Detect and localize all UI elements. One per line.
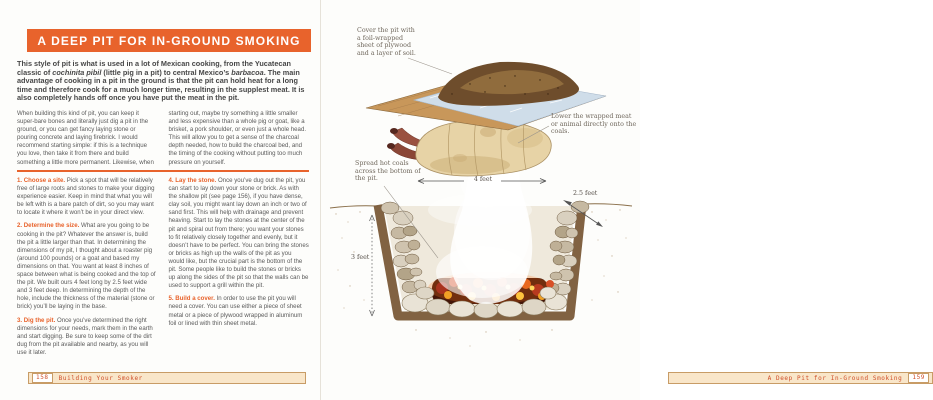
right-footer <box>668 372 933 384</box>
cover-label: Cover the pit with a foil-wrapped sheet of plywood and a layer of soil. <box>357 27 416 57</box>
steps-columns <box>17 177 309 362</box>
paragraph-building: When building this kind of pit, you can keep it super-bare bones and literally just dig a pit in the ground, or you can get fancy laying stone or pouring concrete and laying firebrick. I would recommend starting simple: if this is a technique you love, then take it from there and build something a little more permanent. Likewise, when <box>17 110 154 166</box>
page-spine-divider <box>320 0 321 400</box>
orange-divider <box>17 170 309 172</box>
steps-column-2 <box>169 177 310 362</box>
depth-measure-label: 2.5 feet <box>573 190 598 197</box>
intro-part3: . The main advantage of cooking in a pit in the ground is that the pit can hold heat for a long time and therefore cook for a much longer time, resulting in the supplest meat. It is also completely hands off once you have put the meat in the pit. <box>17 67 305 102</box>
right-page <box>320 0 925 400</box>
intro-italic-barbacoa: barbacoa <box>231 67 264 77</box>
step-1-label: 1. Choose a site. <box>17 177 66 184</box>
page-title <box>27 29 311 52</box>
intro-two-columns <box>17 110 309 172</box>
pit-illustration <box>320 0 640 400</box>
paragraph-starting-out: starting out, maybe try something a little smaller and less expensive than a whole pig or goat, like a brisket, a pork shoulder, or even just a whole head. This will allow you to get a sense of the charcoal depth needed, how to build the charcoal bed, and the timing of the cooking without putting too much pressure on yourself. <box>168 110 307 166</box>
step-5 <box>169 295 310 327</box>
left-page-number: 158 <box>32 373 53 383</box>
left-footer-section: Building Your Smoker <box>58 374 143 382</box>
step-4-label: 4. Lay the stone. <box>168 177 217 184</box>
intro-part1: This style of pit is what is used in a lot of Mexican cooking, from the Yucatecan classic of <box>17 59 291 77</box>
step-3-label: 3. Dig the pit. <box>17 316 56 324</box>
intro-italic-cochinita: cochinita pibil <box>52 67 102 77</box>
page-title-text: A DEEP PIT FOR IN-GROUND SMOKING <box>37 33 301 48</box>
step-2-label: 2. Determine the size. <box>17 222 80 230</box>
column-1 <box>17 110 158 172</box>
step-3-text: Once you’ve determined the right dimensions for your needs, mark them in the earth and start digging. Be sure to keep some of the dirt dug from the pit available and nearby, as you will use it later. <box>17 316 153 356</box>
step-5-text: In order to use the pit you will need a cover. You can use either a piece of sheet metal or a piece of plywood wrapped in aluminum foil or lined with thin sheet metal. <box>168 295 303 327</box>
meat-label: Lower the wrapped meat or animal directly onto the coals. <box>551 113 637 136</box>
step-1 <box>17 177 158 217</box>
right-footer-section: A Deep Pit for In-Ground Smoking <box>767 374 903 382</box>
column-2 <box>169 110 310 172</box>
height-measure-label: 3 feet <box>351 254 370 261</box>
steps-column-1 <box>17 177 158 362</box>
left-footer <box>28 372 306 384</box>
left-page <box>0 0 320 400</box>
intro-paragraph <box>17 60 305 103</box>
step-5-label: 5. Build a cover. <box>168 295 215 303</box>
intro-part2: (little pig in a pit) to central Mexico’s <box>101 67 232 77</box>
step-4 <box>169 177 310 290</box>
step-1-text: Pick a spot that will be relatively free of large roots and stones to make your digging experience easier. Keep in mind that what you will be left with is a bare patch of dirt, so you may want to locate it where it won’t be in your direct view. <box>17 177 155 217</box>
width-measure-label: 4 feet <box>473 176 493 183</box>
coals-label: Spread hot coals across the bottom of the pit. <box>355 160 421 183</box>
right-page-number: 159 <box>908 373 929 383</box>
step-2-text: What are you going to be cooking in the pit? Whatever the answer is, build the pit a little larger than that. In determining the dimensions of my pit, I thought about a roaster pig (around 100 pounds) or a goat and based my dimensions on that. You want at least 8 inches of space between what is being cooked and the top of the pit. We built ours 4 feet long by 2.5 feet wide and 3 feet deep. In determining the depth of the hole, include the thickness of the material (stone or brick) you’ll be laying in the base. <box>17 222 156 311</box>
step-3 <box>17 317 158 357</box>
step-4-text: Once you’ve dug out the pit, you can start to lay down your stone or brick. As with the shallow pit (see page 156), if you have dense, clay soil, you might want lay down an inch or two of sand first. This will help with drainage and prevent heaving. Start to lay the stones at the center of the pit and spiral out from there; you want your stones to fit relatively closely together and evenly, but it doesn’t have to be perfect. You can bring the stones or bricks as high up the walls of the pit as you would like, but the crucial part is the bottom of the pit. Some people like to build the stones or bricks up along the sides of the pit so that the walls can be used to support a grill within the pit. <box>168 177 309 290</box>
step-2 <box>17 222 158 311</box>
height-measure <box>370 215 375 316</box>
